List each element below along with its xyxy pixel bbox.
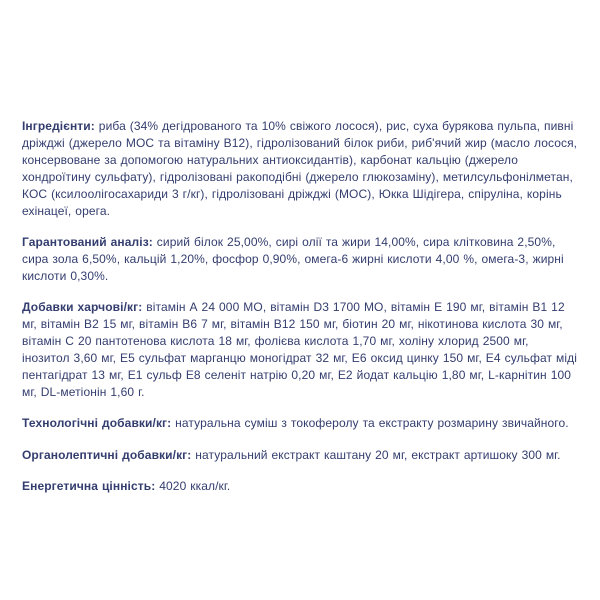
section-guaranteed-analysis bbox=[22, 234, 578, 285]
section-technological-additives bbox=[22, 415, 578, 432]
section-nutritional-additives bbox=[22, 299, 578, 401]
section-technological-additives-heading: Технологічні добавки/кг: bbox=[22, 416, 172, 431]
section-nutritional-additives-heading: Добавки харчові/кг: bbox=[22, 300, 143, 315]
section-guaranteed-analysis-text: сирий білок 25,00%, сирі олії та жири 14,00%, сира клітковина 2,50%, сира зола 6,50%, кальцій 1,20%, фосфор 0,90%, омега-6 жирні кислоти 4,00 %, омега-3, жирні кислоти 0,30%. bbox=[22, 235, 564, 284]
section-ingredients bbox=[22, 118, 578, 220]
section-guaranteed-analysis-heading: Гарантований аналіз: bbox=[22, 235, 153, 250]
section-organoleptic-additives bbox=[22, 447, 578, 464]
section-energy-value bbox=[22, 478, 578, 495]
section-nutritional-additives-text: вітамін А 24 000 МО, вітамін D3 1700 МО, вітамін Е 190 мг, вітамін В1 12 мг, вітамін В2 15 мг, вітамін В6 7 мг, вітамін В12 150 мг, біотин 20 мг, нікотинова кислота 30 мг, вітамін С 20 пантотенова кислота 18 мг, фолієва кислота 1,70 мг, холіну хлорид 2500 мг, інозитол 3,60 мг, Е5 сульфат марганцю моногідрат 32 мг, Е6 оксид цинку 150 мг, Е4 сульфат міді пентагідрат 13 мг, Е1 сульф Е8 селеніт натрію 0,20 мг, Е2 йодат кальцію 1,80 мг, L-карнітин 100 мг, DL-метіонін 1,60 г. bbox=[22, 300, 578, 400]
section-ingredients-text: риба (34% дегідрованого та 10% свіжого лосося), рис, суха бурякова пульпа, пивні дріжджі (джерело МОС та вітаміну B12), гідролізований білок риби, риб'ячий жир (масло лосося, консервоване за допомогою натуральних антиоксидантів), карбонат кальцію (джерело хондроїтину сульфату), гідролізовані ракоподібні (джерело глюкозаміну), метилсульфонілметан, КОС (ксилоолігосахариди 3 г/кг), гідролізовані дріжджі (МОС), Юкка Шідігера, спіруліна, корінь ехінацеї, орега. bbox=[22, 119, 578, 219]
section-ingredients-heading: Інгредієнти: bbox=[22, 119, 95, 133]
section-organoleptic-additives-heading: Органолептичні добавки/кг: bbox=[22, 447, 192, 462]
section-technological-additives-text: натуральна суміш з токоферолу та екстракту розмарину звичайного. bbox=[171, 416, 569, 431]
section-organoleptic-additives-text: натуральний екстракт каштану 20 мг, екстракт артишоку 300 мг. bbox=[191, 447, 561, 462]
section-energy-value-heading: Енергетична цінність: bbox=[22, 478, 156, 493]
section-energy-value-text: 4020 ккал/кг. bbox=[155, 478, 231, 493]
